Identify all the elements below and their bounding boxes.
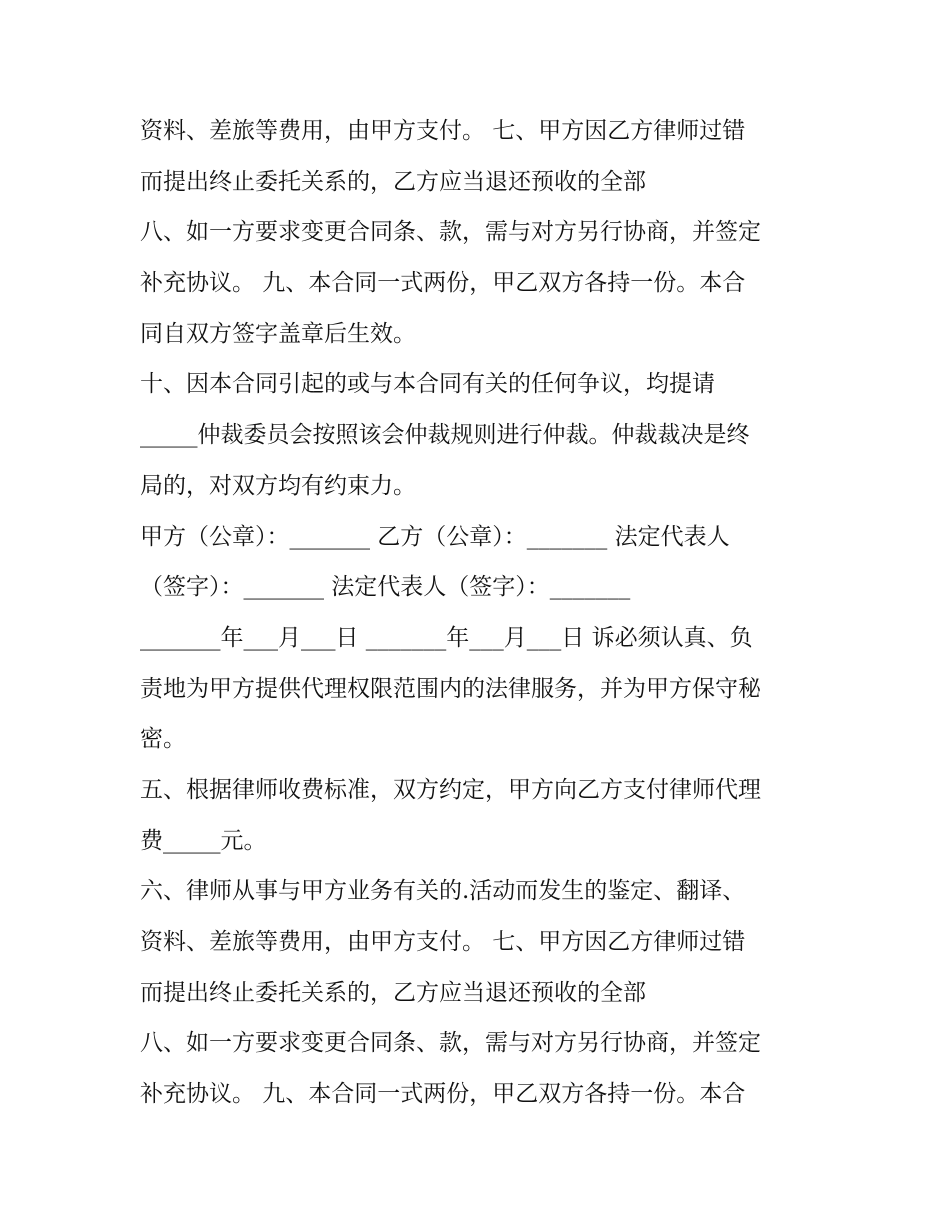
text-line: 甲方（公章）：_______ 乙方（公章）：_______ 法定代表人 (140, 523, 730, 550)
text-line: _______年___月___日 _______年___月___日 诉必须认真、负 (140, 624, 753, 651)
text-line: 十、因本合同引起的或与本合同有关的任何争议，均提请 (140, 371, 715, 398)
text-line: 资料、差旅等费用，由甲方支付。 七、甲方因乙方律师过错 (140, 118, 746, 144)
text-line: 而提出终止委托关系的，乙方应当退还预收的全部 (140, 979, 646, 1006)
text-line: 密。 (140, 726, 186, 753)
text-line: 同自双方签字盖章后生效。 (140, 320, 416, 347)
text-line: 八、如一方要求变更合同条、款，需与对方另行协商，并签定 (140, 1030, 761, 1057)
text-line: （签字）：_______ 法定代表人（签字）：_______ (140, 574, 631, 601)
text-line: 费_____元。 (140, 827, 267, 854)
text-line: 五、根据律师收费标准，双方约定，甲方向乙方支付律师代理 (140, 776, 761, 803)
text-line: 而提出终止委托关系的，乙方应当退还预收的全部 (140, 168, 646, 195)
text-line: 资料、差旅等费用，由甲方支付。 七、甲方因乙方律师过错 (140, 929, 746, 955)
text-line: 八、如一方要求变更合同条、款，需与对方另行协商，并签定 (140, 219, 761, 246)
text-line: 责地为甲方提供代理权限范围内的法律服务，并为甲方保守秘 (140, 675, 761, 702)
text-line: 局的，对双方均有约束力。 (140, 472, 416, 499)
document-body (140, 106, 830, 1120)
text-line: 六、律师从事与甲方业务有关的.活动而发生的鉴定、翻译、 (140, 878, 746, 905)
text-line: 补充协议。 九、本合同一式两份，甲乙双方各持一份。本合 (140, 270, 746, 297)
text-line: 补充协议。 九、本合同一式两份，甲乙双方各持一份。本合 (140, 1081, 746, 1108)
text-line: _____仲裁委员会按照该会仲裁规则进行仲裁。仲裁裁决是终 (140, 422, 750, 449)
